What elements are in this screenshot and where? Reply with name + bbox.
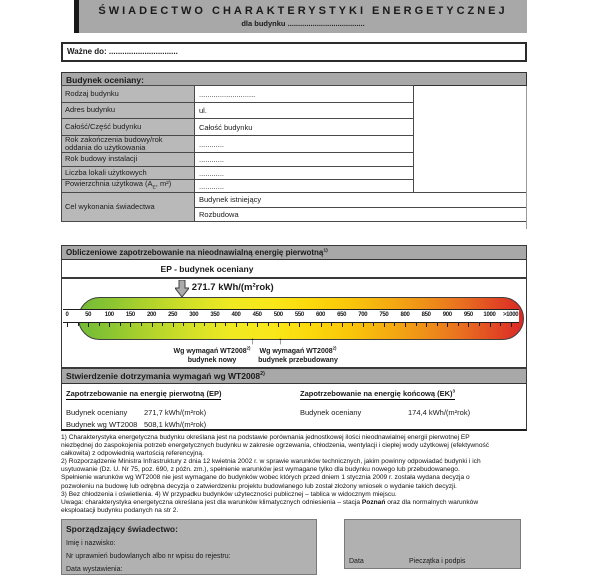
row-label: Powierzchnia użytkowa ($A_E$, m²) xyxy=(61,179,195,193)
scale-tick xyxy=(141,323,142,326)
valid-until-label: Ważne do: ............................... xyxy=(67,47,178,56)
scale-tick xyxy=(331,323,332,326)
issuer-name-label: Imię i nazwisko: xyxy=(66,540,116,547)
scale-tick xyxy=(130,323,131,327)
scale-tick xyxy=(321,323,322,327)
scale-tick xyxy=(225,323,226,326)
row-label: Adres budynku xyxy=(61,102,195,119)
row-label: Liczba lokali użytkowych xyxy=(61,166,195,180)
ep-row-evaluated: Budynek oceniany 271,7 kWh/(m²rok) xyxy=(66,408,207,417)
table-row xyxy=(61,179,527,193)
scale-tick xyxy=(278,323,279,327)
scale-tick xyxy=(416,323,417,326)
scale-tick-label: 750 xyxy=(379,312,389,318)
scale-tick-label: 300 xyxy=(189,312,199,318)
up-arrow-icon xyxy=(278,336,283,347)
scale-tick xyxy=(342,323,343,327)
purpose-option-1: Budynek istniejący xyxy=(195,193,526,208)
table-row xyxy=(61,118,527,136)
scale-tick xyxy=(352,323,353,326)
scale-tick xyxy=(447,323,448,327)
row-label: Rok zakończenia budowy/rok oddania do użytkowania xyxy=(61,135,195,153)
row-value: ul. xyxy=(195,102,414,119)
scale-tick xyxy=(78,323,79,326)
scale-tick xyxy=(500,323,501,326)
ep-column-title: Zapotrzebowanie na energię pierwotną (EP) xyxy=(66,389,222,398)
scale-tick-label: 800 xyxy=(400,312,410,318)
ek-column xyxy=(300,389,470,417)
building-table xyxy=(61,86,527,222)
issuer-date-label: Data wystawienia: xyxy=(66,566,123,573)
scale-tick xyxy=(120,323,121,326)
scale-tick-label: 650 xyxy=(337,312,347,318)
ep-chart-title: EP - budynek oceniany xyxy=(160,264,254,274)
scale-tick xyxy=(204,323,205,326)
issuer-header: Sporządzający świadectwo: xyxy=(66,524,178,534)
footnote-line: usytuowanie (Dz. U. Nr 75, poz. 690, z późn. zm.), spełnienie warunków jest wymagane tylko dla budynku nowego lub przebudowanego. xyxy=(61,466,460,474)
scale-tick-label: 950 xyxy=(463,312,473,318)
scale-tick xyxy=(310,323,311,326)
row-value: ............ xyxy=(195,152,414,167)
scale-tick-label: 550 xyxy=(294,312,304,318)
scale-tick-label: 900 xyxy=(442,312,452,318)
scale-tick xyxy=(384,323,385,327)
footnote-line: eksploatacji budynku podanych na str 2. xyxy=(61,506,179,514)
wt2008-section-header: Stwierdzenie dotrzymania wymagań wg WT2008$^{2)}$ xyxy=(62,369,526,384)
scale-tick xyxy=(236,323,237,327)
issuer-box xyxy=(61,519,317,575)
ek-column-title: Zapotrzebowanie na energię końcową (EK)$^3$ xyxy=(300,388,456,398)
row-value xyxy=(195,192,527,222)
ep-row-wt2008: Budynek wg WT2008 508,1 kWh/(m²rok) xyxy=(66,420,207,429)
ep-section-header: Obliczeniowe zapotrzebowanie na nieodnawialną energię pierwotną$^{1)}$ xyxy=(62,246,526,260)
footnote-line: niezbędnej do zaspokojenia potrzeb energetycznych budynku w zakresie ogrzewania, chłodzenia, wentylacji i ciepłej wody użytkowej (efektywność xyxy=(61,442,490,450)
scale-tick xyxy=(247,323,248,326)
building-section-header: Budynek oceniany: xyxy=(61,72,527,86)
table-row xyxy=(61,135,527,153)
scale-tick xyxy=(194,323,195,327)
stamp-box xyxy=(344,519,521,569)
scale-tick xyxy=(299,323,300,327)
footnote-line-station: Uwaga: charakterystyka energetyczna określana jest dla warunków klimatycznych odniesienia – stacja Poznań oraz dla normalnych warunków xyxy=(61,498,479,506)
scale-tick xyxy=(373,323,374,326)
scale-tick xyxy=(183,323,184,326)
row-value: ............ xyxy=(195,166,414,180)
footnote-line: pozwoleniu na budowę lub odrębna decyzja o zatwierdzeniu projektu budowlanego lub został złożony wniosek o wydanie takich decyzji. xyxy=(61,482,457,490)
scale-tick-label: 50 xyxy=(85,312,92,318)
valid-until-box xyxy=(61,42,527,62)
scale-tick-label: 500 xyxy=(273,312,283,318)
scale-tick xyxy=(88,323,89,327)
wt2008-section xyxy=(61,368,527,431)
scale-tick xyxy=(289,323,290,326)
scale-tick-label: 450 xyxy=(252,312,262,318)
table-row xyxy=(61,152,527,167)
scale-tick-label: 400 xyxy=(231,312,241,318)
scale-tick-label: 700 xyxy=(358,312,368,318)
footnotes xyxy=(61,434,527,515)
stamp-date-label: Data xyxy=(349,558,364,565)
scale-tick-label: 600 xyxy=(315,312,326,318)
row-label: Rodzaj budynku xyxy=(61,85,195,103)
scale-tick-label: 0 xyxy=(65,312,69,318)
footnote-line: Spełnienie warunków wg WT2008 nie jest wymagane do budynków wobec których przed dniem 1 stycznia 2009 r. została wydana decyzja o xyxy=(61,474,470,482)
title-bar xyxy=(74,0,527,33)
scale-tick-label: >1000 xyxy=(502,312,519,318)
ek-row-evaluated: Budynek oceniany 174,4 kWh/(m²rok) xyxy=(300,408,471,417)
table-row xyxy=(61,85,527,103)
row-value: ............ xyxy=(195,135,414,153)
scale-tick xyxy=(405,323,406,327)
ep-indicator-value: 271.7 kWh/(m²rok) xyxy=(191,282,274,293)
ep-column xyxy=(66,389,221,429)
table-row xyxy=(61,102,527,119)
scale-tick xyxy=(162,323,163,326)
wt2008-rebuilt-building-label: Wg wymagań WT2008$^{2)}$ budynek przebudowany xyxy=(258,345,338,364)
stamp-sign-label: Pieczątka i podpis xyxy=(409,558,466,565)
scale-tick xyxy=(458,323,459,326)
scale-tick-label: 150 xyxy=(125,312,135,318)
scale-tick xyxy=(363,323,364,327)
scale-tick xyxy=(109,323,110,327)
scale-tick xyxy=(511,323,512,327)
page-subtitle: dla budynku ..................................... xyxy=(241,19,365,28)
scale-tick-label: 850 xyxy=(421,312,431,318)
footnote-line: 3) Bez chłodzenia i oświetlenia. 4) W przypadku budynków użyteczności publicznej – tablica w widocznym miejscu. xyxy=(61,490,397,498)
row-value: ............ xyxy=(195,179,414,193)
scale-tick-label: 250 xyxy=(168,312,178,318)
scale-tick-label: 1000 xyxy=(483,312,496,318)
scale-tick xyxy=(490,323,491,327)
scale-tick-label: 200 xyxy=(146,312,157,318)
footnote-line: całkowita) z odpowiednią wartością referencyjną. xyxy=(61,450,204,458)
row-label: Cel wykonania świadectwa xyxy=(61,192,195,222)
scale-tick xyxy=(426,323,427,327)
scale-tick xyxy=(257,323,258,327)
row-value: Całość budynku xyxy=(195,118,414,136)
scale-tick xyxy=(152,323,153,327)
scale-tick xyxy=(173,323,174,327)
page-title: ŚWIADECTWO CHARAKTERYSTYKI ENERGETYCZNEJ xyxy=(98,5,508,17)
row-value: ........................... xyxy=(195,85,414,103)
scale-tick xyxy=(479,323,480,326)
scale-tick-label: 350 xyxy=(210,312,220,318)
scale-tick xyxy=(215,323,216,327)
row-label: Rok budowy instalacji xyxy=(61,152,195,167)
scale-tick xyxy=(67,323,68,327)
ep-section xyxy=(61,245,527,368)
scale-tick xyxy=(437,323,438,326)
issuer-license-label: Nr uprawnień budowlanych albo nr wpisu do rejestru: xyxy=(66,553,231,560)
scale-tick-label: 100 xyxy=(104,312,114,318)
divider xyxy=(62,277,526,279)
wt2008-new-building-label: Wg wymagań WT2008$^{2)}$ budynek nowy xyxy=(173,345,251,364)
row-label: Całość/Część budynku xyxy=(61,118,195,136)
scale-tick xyxy=(268,323,269,326)
ep-indicator-arrow xyxy=(175,280,189,297)
footnote-line: 2) Rozporządzenie Ministra Infrastruktury z dnia 12 kwietnia 2002 r. w sprawie warunków technicznych, jakim powinny odpowiadać budynki i ich xyxy=(61,458,481,466)
ep-scale-band xyxy=(63,309,519,323)
scale-tick xyxy=(394,323,395,326)
footnote-line: 1) Charakterystyka energetyczna budynku określana jest na podstawie porównania jednostkowej ilości nieodnawialnej energii pierwotnej EP xyxy=(61,434,470,441)
purpose-option-2: Rozbudowa xyxy=(199,209,239,219)
scale-tick xyxy=(99,323,100,326)
scale-tick xyxy=(468,323,469,327)
table-right-border xyxy=(526,86,527,229)
table-row xyxy=(61,192,527,222)
